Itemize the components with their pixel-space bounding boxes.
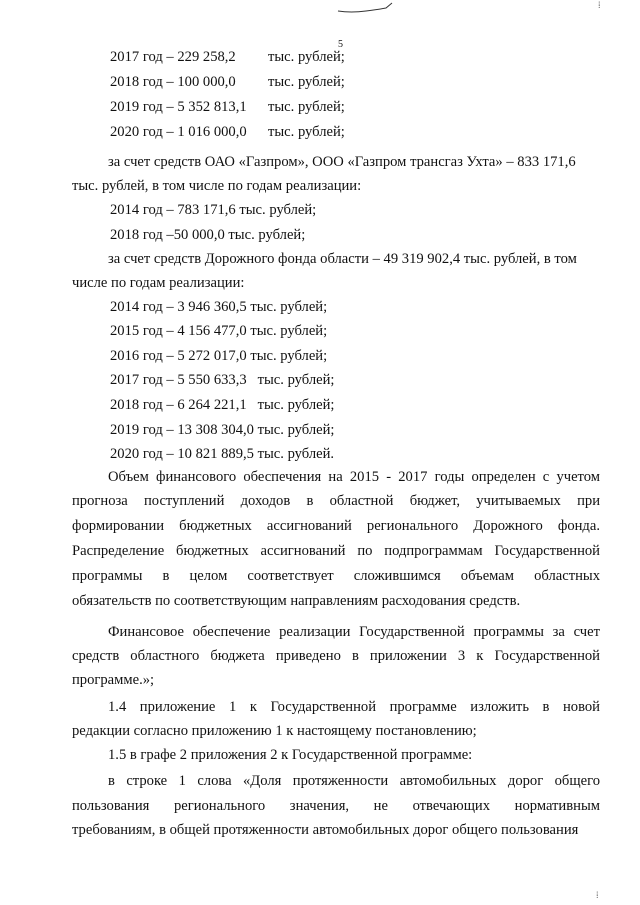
volume-paragraph-line: Объем финансового обеспечения на 2015 - 2017 годы определен с учетом bbox=[108, 469, 600, 485]
item-1-5: 1.5 в графе 2 приложения 2 к Государственной программе: bbox=[108, 747, 473, 763]
volume-paragraph-line: прогноза поступлений доходов в областной бюджет, учитываемых при bbox=[72, 493, 600, 509]
row-1-paragraph-line: в строке 1 слова «Доля протяженности автомобильных дорог общего bbox=[108, 773, 600, 789]
row-1-paragraph-line: пользования регионального значения, не отвечающих нормативным bbox=[72, 798, 600, 814]
gazprom-year-line bbox=[110, 48, 345, 66]
volume-paragraph-line: формировании бюджетных ассигнований регионального Дорожного фонда. bbox=[72, 518, 600, 534]
gazprom-year-line bbox=[110, 98, 345, 116]
row-1-paragraph-line: требованиям, в общей протяженности автомобильных дорог общего пользования bbox=[72, 822, 579, 838]
year-amount: 2017 год – 229 258,2 bbox=[110, 49, 236, 65]
gazprom-year-line bbox=[110, 73, 345, 91]
unit: тыс. рублей; bbox=[268, 99, 345, 115]
gazprom-year-2014: 2014 год – 783 171,6 тыс. рублей; bbox=[110, 202, 317, 218]
year-amount: 2020 год – 1 016 000,0 bbox=[110, 124, 247, 140]
road-fund-year: 2019 год – 13 308 304,0 тыс. рублей; bbox=[110, 422, 335, 438]
financing-paragraph-line: средств областного бюджета приведено в приложении 3 к Государственной bbox=[72, 648, 600, 664]
gazprom-intro-line2: тыс. рублей, в том числе по годам реализации: bbox=[72, 178, 362, 194]
volume-paragraph-line: программы в целом соответствует сложившимся объемам областных bbox=[72, 568, 600, 584]
item-1-4-line: 1.4 приложение 1 к Государственной программе изложить в новой bbox=[108, 699, 600, 715]
unit: тыс. рублей; bbox=[268, 74, 345, 90]
road-fund-intro-line2: числе по годам реализации: bbox=[72, 275, 245, 291]
handwritten-mark bbox=[336, 2, 396, 16]
unit: тыс. рублей; bbox=[268, 49, 345, 65]
road-fund-year: 2015 год – 4 156 477,0 тыс. рублей; bbox=[110, 323, 328, 339]
scan-mark: ⁞ bbox=[596, 890, 599, 900]
gazprom-year-2018: 2018 год –50 000,0 тыс. рублей; bbox=[110, 227, 306, 243]
scan-mark: ⁞ bbox=[598, 0, 601, 10]
gazprom-intro-line1: за счет средств ОАО «Газпром», ООО «Газпром трансгаз Ухта» – 833 171,6 bbox=[108, 154, 576, 170]
road-fund-year: 2016 год – 5 272 017,0 тыс. рублей; bbox=[110, 348, 328, 364]
road-fund-intro-line1: за счет средств Дорожного фонда области – 49 319 902,4 тыс. рублей, в том bbox=[108, 251, 577, 267]
financing-paragraph-line: программе.»; bbox=[72, 672, 155, 688]
gazprom-year-line bbox=[110, 123, 345, 141]
road-fund-year: 2014 год – 3 946 360,5 тыс. рублей; bbox=[110, 299, 328, 315]
item-1-4-line: редакции согласно приложению 1 к настоящему постановлению; bbox=[72, 723, 477, 739]
financing-paragraph-line: Финансовое обеспечение реализации Государственной программы за счет bbox=[108, 624, 600, 640]
road-fund-year: 2020 год – 10 821 889,5 тыс. рублей. bbox=[110, 446, 335, 462]
year-amount: 2018 год – 100 000,0 bbox=[110, 74, 236, 90]
unit: тыс. рублей; bbox=[268, 124, 345, 140]
page-number: 5 bbox=[338, 39, 343, 50]
volume-paragraph-line: обязательств по соответствующим направлениям расходования средств. bbox=[72, 593, 521, 609]
volume-paragraph-line: Распределение бюджетных ассигнований по подпрограммам Государственной bbox=[72, 543, 600, 559]
road-fund-year: 2017 год – 5 550 633,3 тыс. рублей; bbox=[110, 372, 335, 388]
road-fund-year: 2018 год – 6 264 221,1 тыс. рублей; bbox=[110, 397, 335, 413]
year-amount: 2019 год – 5 352 813,1 bbox=[110, 99, 247, 115]
